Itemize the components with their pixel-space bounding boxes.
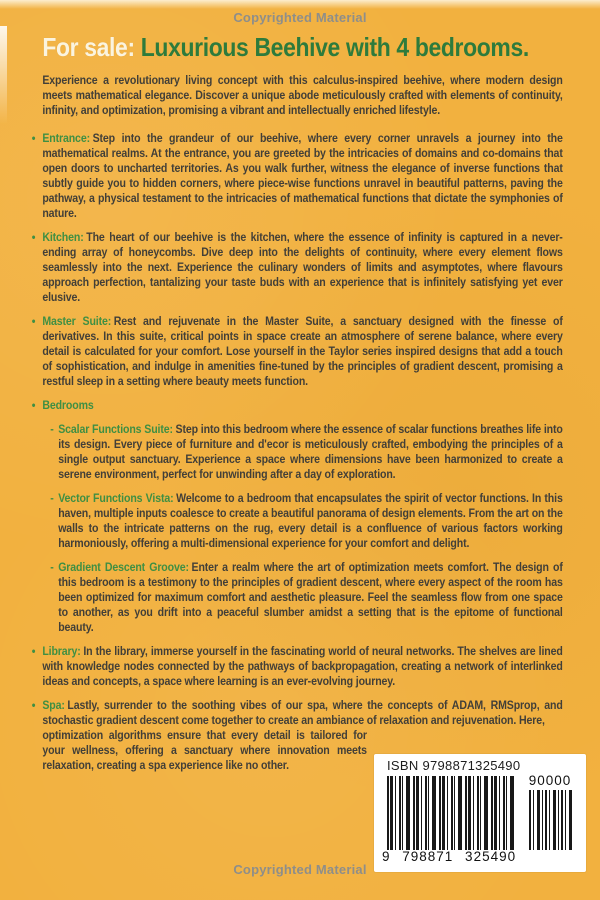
section-vector-functions-vista — [50, 491, 562, 551]
section-label: Kitchen: — [42, 230, 84, 244]
section-gradient-descent-groove — [50, 560, 562, 635]
section-library — [32, 644, 563, 689]
bullet-icon: • — [31, 131, 36, 145]
section-label: Entrance: — [42, 131, 90, 145]
section-label: Bedrooms — [42, 398, 94, 412]
section-text-rest: optimization algorithms ensure that every detail is tailored for your wellness, offering a sanctuary where innovation meets relaxation, creating a spa experience like no other. — [42, 728, 367, 772]
section-label: Spa: — [42, 698, 65, 712]
isbn-number: ISBN 9798871325490 — [387, 758, 521, 773]
section-label: Scalar Functions Suite: — [58, 422, 173, 436]
dash-icon: - — [50, 560, 54, 574]
section-bedrooms-heading — [32, 398, 563, 413]
copyright-banner-bottom: Copyrighted Material — [233, 862, 367, 877]
dash-icon: - — [50, 491, 54, 505]
bullet-icon: • — [31, 314, 36, 328]
section-text: In the library, immerse yourself in the fascinating world of neural networks. The shelves are lined with knowledge nodes connected by the pathways of backpropagation, creating a network of interlinked ideas and concepts, a space where learning is an ever-evolving journey. — [42, 644, 563, 688]
page-top-edge-highlight — [0, 0, 600, 9]
title-prefix: For sale: — [42, 32, 135, 62]
section-text: Step into the grandeur of our beehive, where every corner unravels a journey into the mathematical realms. At the entrance, you are greeted by the intricacies of domains and co-domains that open doors to uncharted territories. As you walk further, witness the elegance of inverse functions that subtly guide you to hidden corners, where piece-wise functions unravel in beautiful patterns, paving the pathway, a physical testament to the intricacies of mathematical functions that dictate the symphonies of nature. — [42, 131, 563, 220]
title-main: Luxurious Beehive with 4 bedrooms. — [140, 32, 529, 62]
section-text: Rest and rejuvenate in the Master Suite, a sanctuary designed with the finesse of derivatives. In this suite, critical points in space create an atmosphere of serene balance, where every detail is calculated for your comfort. Lose yourself in the Taylor series inspired designs that add a touch of sophistication, and indulge in amenities fine-tuned by the principles of gradient descent, promising a restful sleep in a setting where beauty meets function. — [42, 314, 563, 388]
dash-icon: - — [50, 422, 54, 436]
section-text: Step into this bedroom where the essence of scalar functions breathes life into its design. Every piece of furniture and d'ecor is meticulously crafted, embodying the principles of a single output sanctuary. Experience a space where dimensions have been harmonized to create a serene environment, perfect for unwinding after a day of exploration. — [58, 422, 563, 481]
section-master-suite — [32, 314, 563, 389]
bullet-icon: • — [31, 698, 36, 712]
section-label: Library: — [42, 644, 81, 658]
barcode-addon-bars-icon — [529, 790, 573, 850]
copyright-banner-top: Copyrighted Material — [233, 10, 367, 25]
section-entrance — [32, 131, 563, 221]
section-text: Enter a realm where the art of optimization meets comfort. The design of this bedroom is a testimony to the principles of gradient descent, where every aspect of the room has been optimized for maximum comfort and aesthetic pleasure. Feel the seamless flow from one space to another, as you drift into a peaceful slumber amidst a setting that is the epitome of functional beauty. — [58, 560, 563, 634]
bullet-icon: • — [31, 398, 36, 412]
bullet-icon: • — [31, 230, 36, 244]
section-text: Welcome to a bedroom that encapsulates the spirit of vector functions. In this haven, multiple inputs coalesce to create a beautiful panorama of design elements. From the art on the walls to the intricate patterns on the rug, every detail is a confluence of various factors working harmoniously, offering a multi-dimensional experience for your comfort and delight. — [58, 491, 563, 550]
section-text: The heart of our beehive is the kitchen, where the essence of infinity is captured in a never-ending array of honeycombs. Dive deep into the delights of continuity, where every element flows seamlessly into the next. Experience the culinary wonders of limits and asymptotes, where flavours approach perfection, tantalizing your taste buds with an experience that is infinitely satisfying yet ever elusive. — [42, 230, 563, 304]
bullet-icon: • — [31, 644, 36, 658]
section-label: Gradient Descent Groove: — [58, 560, 189, 574]
feature-list — [32, 131, 563, 773]
section-kitchen — [32, 230, 563, 305]
section-label: Vector Functions Vista: — [58, 491, 174, 505]
page-title — [42, 32, 562, 62]
isbn-barcode-panel — [374, 754, 586, 872]
section-label: Master Suite: — [42, 314, 112, 328]
barcode-digits: 9 798871 325490 — [382, 849, 517, 864]
cover-text-column — [0, 32, 600, 782]
section-scalar-functions-suite — [50, 422, 562, 482]
intro-paragraph: Experience a revolutionary living concept with this calculus-inspired beehive, where modern design meets mathematical elegance. Discover a unique abode meticulously crafted with elements of continuity, infinity, and optimization, promising a vibrant and intellectually enriched lifestyle. — [42, 73, 563, 117]
barcode-bars-icon — [387, 776, 517, 850]
section-text-lead: Lastly, surrender to the soothing vibes of our spa, where the concepts of ADAM, RMSprop, and stochastic gradient descent come together to create an ambiance of relaxation and rejuvenation. Here, — [42, 698, 563, 727]
barcode-addon-code: 90000 — [528, 773, 572, 788]
